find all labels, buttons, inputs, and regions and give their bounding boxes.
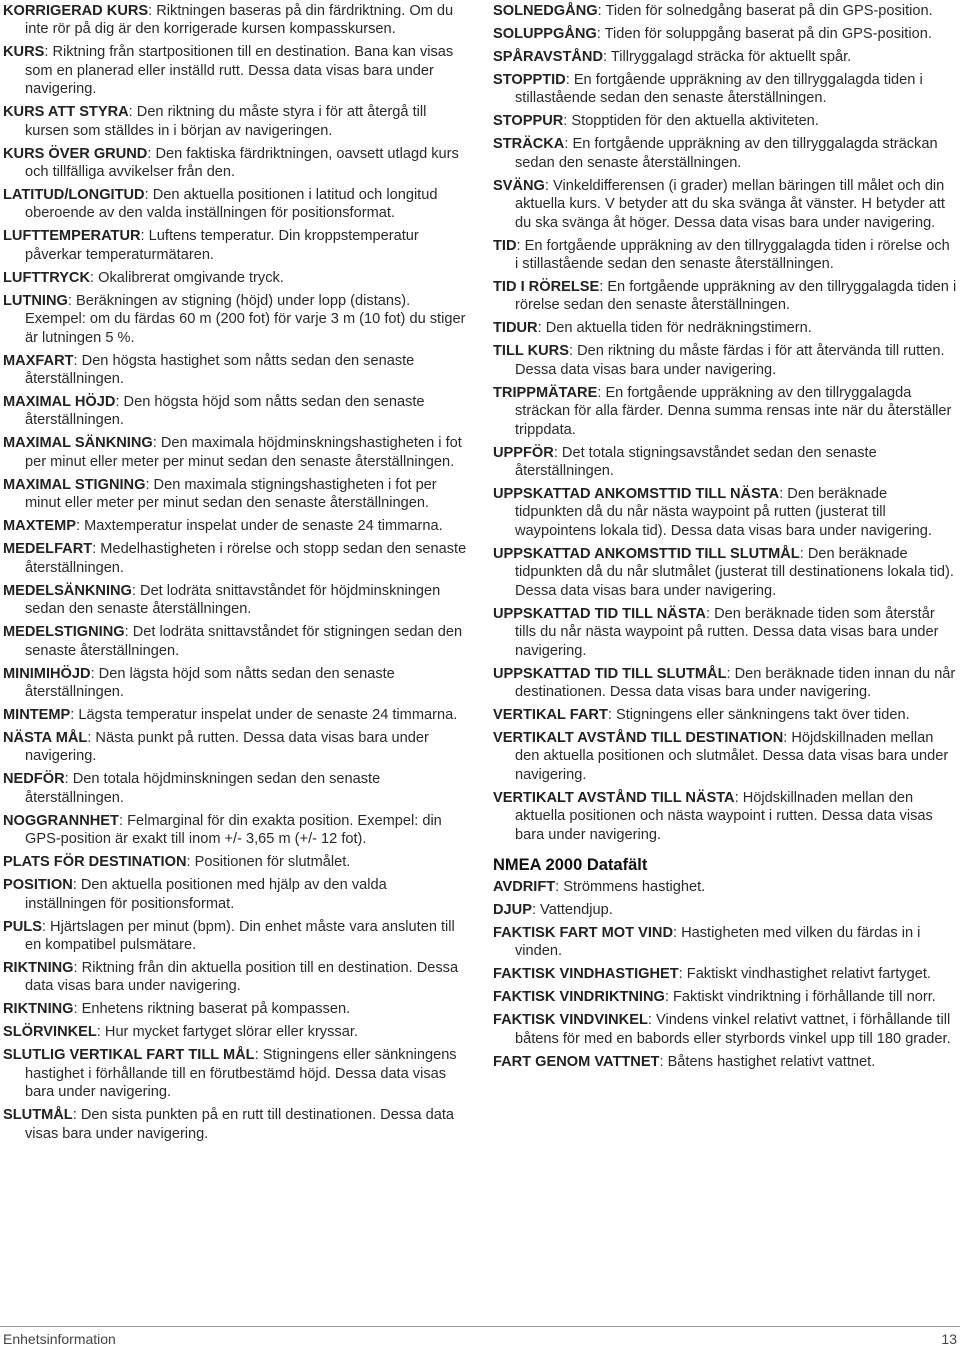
colon-separator: :	[672, 924, 682, 941]
definition-term: TILL KURS	[493, 343, 569, 360]
colon-separator: :	[537, 320, 546, 337]
definition-entry	[493, 177, 957, 232]
definition-term: KURS ÖVER GRUND	[3, 145, 148, 162]
section-heading: NMEA 2000 Datafält	[493, 855, 648, 874]
definition-text: Strömmens hastighet.	[563, 878, 706, 895]
definition-entry	[493, 135, 957, 172]
definition-text: Den riktning du måste färdas i för att återvända till rutten. Dessa data visas bara under navigering.	[515, 343, 945, 378]
footer-divider	[0, 1326, 960, 1327]
definition-term: KURS ATT STYRA	[3, 104, 129, 121]
definition-entry	[493, 988, 957, 1006]
colon-separator: :	[140, 228, 149, 245]
definition-term: KORRIGERAD KURS	[3, 3, 149, 19]
colon-separator: :	[70, 706, 79, 723]
definition-term: STOPPTID	[493, 72, 566, 88]
definition-text: Höjdskillnaden mellan den aktuella positionen och nästa waypoint i rutten. Dessa data visas bara under navigering.	[515, 789, 933, 843]
definition-text: Tillryggalagd sträcka för aktuellt spår.	[610, 49, 852, 65]
definition-term: MEDELSÄNKNING	[3, 582, 132, 599]
definition-text: Felmarginal för din exakta position. Exempel: din GPS-position är exakt till inom +/- 3,65 m (+/- 12 fot).	[25, 812, 442, 848]
definition-entry	[3, 434, 471, 471]
definition-text: Den maximala stigningshastigheten i fot per minut eller meter per minut sedan den senaste återställningen.	[25, 476, 437, 512]
definition-entry	[493, 1053, 957, 1071]
colon-separator: :	[599, 279, 608, 296]
definition-text: Lägsta temperatur inspelat under de senaste 24 timmarna.	[78, 706, 458, 723]
definition-text: Stigningens eller sänkningens hastighet i förhållande till en förutbestämd höjd. Dessa data visas bara under navigering.	[25, 1047, 457, 1101]
definition-text: Det lodräta snittavståndet för höjdminskningen sedan den senaste återställningen.	[25, 582, 441, 618]
definition-entry	[493, 2, 957, 20]
colon-separator: :	[144, 187, 153, 204]
definition-entry	[493, 71, 957, 108]
colon-separator: :	[145, 476, 154, 493]
definition-term: RIKTNING	[3, 959, 74, 976]
colon-separator: :	[597, 3, 606, 19]
definition-text: Den högsta höjd som nåtts sedan den senaste återställningen.	[25, 394, 425, 429]
definition-text: Riktningen baseras på din färdriktning. Om du inte rör på dig är den korrigerade kursen kompasskursen.	[25, 3, 454, 38]
colon-separator: :	[92, 541, 101, 558]
definition-entry	[493, 48, 957, 66]
definition-entry	[493, 444, 957, 481]
colon-separator: :	[565, 72, 574, 88]
definition-text: Den beräknade tiden som återstår tills du når nästa waypoint på rutten. Dessa data visas bara under navigering.	[515, 605, 939, 659]
definition-term: SVÄNG	[493, 177, 545, 194]
colon-separator: :	[553, 444, 562, 461]
definition-term: FAKTISK FART MOT VIND	[493, 924, 673, 941]
definition-text: En fortgående uppräkning av den tillryggalagda tiden i stillastående sedan den senaste återställningen.	[515, 72, 923, 107]
definition-text: Tiden för soluppgång baserat på din GPS-position.	[604, 26, 932, 42]
colon-separator: :	[73, 1001, 82, 1018]
definition-entry	[3, 770, 471, 807]
definition-text: Riktning från din aktuella position till en destination. Dessa data visas bara under navigering.	[25, 959, 459, 995]
definition-text: Det totala stigningsavståndet sedan den senaste återställningen.	[515, 444, 877, 480]
definition-text: Positionen för slutmålet.	[194, 854, 351, 871]
definition-term: PULS	[3, 918, 42, 935]
definition-term: NÄSTA MÅL	[3, 729, 88, 746]
definition-term: FAKTISK VINDHASTIGHET	[493, 966, 679, 983]
definition-term: RIKTNING	[3, 1001, 74, 1018]
colon-separator: :	[659, 1053, 668, 1070]
definition-entry	[3, 227, 471, 264]
colon-separator: :	[726, 665, 735, 682]
definition-text: Stopptiden för den aktuella aktiviteten.	[571, 113, 819, 130]
definition-entry	[493, 278, 957, 315]
definition-entry	[493, 878, 957, 896]
definition-term: MAXIMAL HÖJD	[3, 394, 116, 411]
definition-entry	[493, 485, 957, 540]
definition-term: KURS	[3, 44, 45, 61]
definition-text: Enhetens riktning baserat på kompassen.	[81, 1001, 351, 1018]
definition-text: Den maximala höjdminskningshastigheten i fot per minut eller meter per minut sedan den senaste återställningen.	[25, 435, 462, 470]
colon-separator: :	[597, 384, 606, 401]
definition-term: UPPSKATTAD ANKOMSTTID TILL SLUTMÅL	[493, 545, 800, 562]
definition-entry	[493, 789, 957, 844]
definition-text: Okalibrerat omgivande tryck.	[98, 269, 284, 286]
colon-separator: :	[87, 729, 96, 746]
definition-text: Den högsta hastighet som nåtts sedan den senaste återställningen.	[25, 352, 415, 388]
definition-text: Båtens hastighet relativt vattnet.	[667, 1053, 876, 1070]
definition-text: Nästa punkt på rutten. Dessa data visas bara under navigering.	[25, 729, 429, 765]
definition-text: Vindens vinkel relativt vattnet, i förhållande till båtens för med en babords eller styrbords vinkel upp till 180 grader.	[515, 1012, 951, 1047]
definition-term: UPPSKATTAD ANKOMSTTID TILL NÄSTA	[493, 486, 780, 503]
colon-separator: :	[67, 292, 76, 309]
colon-separator: :	[72, 1107, 81, 1124]
colon-separator: :	[148, 3, 157, 19]
colon-separator: :	[96, 1024, 105, 1041]
colon-separator: :	[516, 237, 525, 254]
colon-separator: :	[152, 435, 161, 452]
definition-term: SLUTMÅL	[3, 1107, 73, 1124]
definition-term: MAXFART	[3, 352, 74, 369]
colon-separator: :	[72, 877, 81, 894]
definition-text: Den lägsta höjd som nåtts sedan den senaste återställningen.	[25, 665, 395, 700]
definition-entry	[3, 959, 471, 996]
definition-term: MAXIMAL STIGNING	[3, 476, 146, 493]
definition-term: NOGGRANNHET	[3, 812, 119, 829]
colon-separator: :	[568, 343, 578, 360]
definition-term: TID I RÖRELSE	[493, 279, 600, 296]
definition-text: Den riktning du måste styra i för att återgå till kursen som ställdes in i början av navigeringen.	[25, 104, 427, 139]
colon-separator: :	[90, 665, 99, 682]
colon-separator: :	[41, 918, 51, 935]
definition-entry	[493, 384, 957, 439]
definition-entry	[3, 665, 471, 702]
colon-separator: :	[705, 605, 715, 622]
definition-entry	[3, 706, 471, 724]
definition-entry	[493, 901, 957, 919]
right-column	[493, 2, 957, 1076]
definition-entry	[493, 545, 957, 600]
definition-text: En fortgående uppräkning av den tillryggalagda tiden i rörelse sedan den senaste återställningen.	[515, 279, 957, 314]
definition-term: UPPSKATTAD TID TILL NÄSTA	[493, 605, 706, 622]
definition-term: VERTIKAL FART	[493, 706, 608, 723]
definition-entry	[3, 1046, 471, 1101]
colon-separator: :	[544, 177, 554, 194]
colon-separator: :	[115, 394, 124, 411]
definition-entry	[3, 918, 471, 955]
colon-separator: :	[44, 44, 53, 61]
definition-term: TID	[493, 237, 517, 254]
definition-entry	[3, 623, 471, 660]
definition-term: FAKTISK VINDRIKTNING	[493, 989, 665, 1006]
colon-separator: :	[118, 812, 128, 829]
definition-text: Den aktuella tiden för nedräkningstimern.	[545, 320, 812, 337]
definition-entry	[3, 186, 471, 223]
definition-text: Den beräknade tiden innan du når destinationen. Dessa data visas bara under navigering.	[515, 665, 956, 700]
definition-term: POSITION	[3, 877, 73, 894]
definition-text: En fortgående uppräkning av den tillryggalagda sträckan för alla färder. Denna summa rensas inte när du återställer trippdata.	[515, 384, 952, 438]
definition-text: En fortgående uppräkning av den tillryggalagda tiden i rörelse och i stillastående sedan den senaste återställningen.	[515, 237, 950, 273]
definition-text: Beräkningen av stigning (höjd) under lopp (distans). Exempel: om du färdas 60 m (200 fot) för varje 3 m (10 fot) du stiger är lutningen 5 %.	[25, 292, 466, 346]
colon-separator: :	[555, 878, 564, 895]
definition-term: MINIMIHÖJD	[3, 665, 91, 682]
colon-separator: :	[607, 706, 616, 723]
definition-text: En fortgående uppräkning av den tillryggalagda sträckan sedan den senaste återställningen.	[515, 136, 938, 171]
definition-entry	[493, 605, 957, 660]
definition-term: MEDELFART	[3, 541, 93, 558]
definition-entry	[3, 540, 471, 577]
colon-separator: :	[254, 1047, 263, 1064]
definition-term: NEDFÖR	[3, 771, 65, 788]
colon-separator: :	[73, 352, 82, 369]
definition-entry	[3, 145, 471, 182]
colon-separator: :	[783, 729, 792, 746]
definition-entry	[493, 729, 957, 784]
definition-term: LUTNING	[3, 292, 68, 309]
definition-text: Medelhastigheten i rörelse och stopp sedan den senaste återställningen.	[25, 541, 467, 576]
definition-text: Riktning från startpositionen till en destination. Bana kan visas som en planerad eller inställd rutt. Dessa data visas bara under navigering.	[25, 44, 454, 98]
definition-term: FAKTISK VINDVINKEL	[493, 1012, 648, 1029]
colon-separator: :	[564, 136, 573, 153]
definition-entry	[493, 924, 957, 961]
definition-entry	[3, 517, 471, 535]
definition-term: UPPSKATTAD TID TILL SLUTMÅL	[493, 665, 727, 682]
definition-entry	[3, 43, 471, 98]
definition-term: AVDRIFT	[493, 878, 556, 895]
definition-term: VERTIKALT AVSTÅND TILL NÄSTA	[493, 789, 735, 806]
definition-entry	[3, 853, 471, 871]
definition-text: Faktiskt vindhastighet relativt fartyget.	[686, 966, 931, 983]
colon-separator: :	[563, 113, 572, 130]
definition-entry	[3, 1106, 471, 1143]
definition-term: SLUTLIG VERTIKAL FART TILL MÅL	[3, 1047, 255, 1064]
definition-text: Maxtemperatur inspelat under de senaste 24 timmarna.	[84, 518, 443, 535]
definition-entry	[3, 393, 471, 430]
definition-entry	[3, 729, 471, 766]
definition-term: MEDELSTIGNING	[3, 624, 125, 641]
left-column	[3, 2, 471, 1148]
definition-text: Stigningens eller sänkningens takt över tiden.	[615, 706, 910, 723]
definition-text: Den aktuella positionen i latitud och longitud oberoende av den valda inställningen för positionsformat.	[25, 187, 438, 222]
definition-entry	[3, 269, 471, 287]
definition-entry	[3, 292, 471, 347]
definition-text: Vattendjup.	[540, 901, 613, 918]
definition-term: DJUP	[493, 901, 532, 918]
definition-term: MAXTEMP	[3, 518, 76, 535]
definition-term: VERTIKALT AVSTÅND TILL DESTINATION	[493, 729, 784, 746]
colon-separator: :	[128, 104, 137, 121]
definition-entry	[3, 812, 471, 849]
colon-separator: :	[603, 49, 611, 65]
footer-section-title: Enhetsinformation	[3, 1331, 116, 1347]
definition-entry	[493, 237, 957, 274]
definition-term: UPPFÖR	[493, 444, 554, 461]
colon-separator: :	[75, 518, 85, 535]
definition-term: SOLUPPGÅNG	[493, 26, 597, 42]
definition-term: SLÖRVINKEL	[3, 1024, 97, 1041]
colon-separator: :	[124, 624, 133, 641]
definition-entry	[3, 1000, 471, 1018]
colon-separator: :	[678, 966, 687, 983]
definition-entry	[3, 876, 471, 913]
definition-entry	[493, 706, 957, 724]
colon-separator: :	[734, 789, 743, 806]
definition-term: STOPPUR	[493, 113, 564, 130]
definition-term: LATITUD/LONGITUD	[3, 187, 145, 204]
colon-separator: :	[531, 901, 541, 918]
definition-entry	[493, 665, 957, 702]
definition-text: Hastigheten med vilken du färdas in i vinden.	[515, 924, 921, 960]
definition-term: MAXIMAL SÄNKNING	[3, 435, 153, 452]
definition-term: LUFTTEMPERATUR	[3, 228, 141, 245]
colon-separator: :	[64, 771, 73, 788]
definition-entry	[3, 103, 471, 140]
definition-term: LUFTTRYCK	[3, 269, 91, 286]
colon-separator: :	[664, 989, 673, 1006]
definition-entry	[3, 2, 471, 39]
definition-entry	[3, 476, 471, 513]
definition-term: SOLNEDGÅNG	[493, 3, 598, 19]
colon-separator: :	[90, 269, 99, 286]
definition-text: Det lodräta snittavståndet för stigningen sedan den senaste återställningen.	[25, 624, 463, 659]
definition-text: Hur mycket fartyget slörar eller kryssar.	[104, 1024, 358, 1041]
definition-text: Den aktuella positionen med hjälp av den valda inställningen för positionsformat.	[25, 877, 387, 912]
colon-separator: :	[73, 959, 82, 976]
definition-entry	[3, 1023, 471, 1041]
definition-entry	[493, 25, 957, 43]
definition-term: TIDUR	[493, 320, 538, 337]
colon-separator: :	[596, 26, 605, 42]
definition-text: Den beräknade tidpunkten då du når slutmålet (justerat till destinationens lokala tid). Dessa data visas bara under navigering.	[515, 545, 954, 599]
definition-term: TRIPPMÄTARE	[493, 384, 598, 401]
colon-separator: :	[779, 486, 788, 503]
colon-separator: :	[147, 145, 156, 162]
definition-text: Hjärtslagen per minut (bpm). Din enhet måste vara ansluten till en kompatibel pulsmätare.	[25, 918, 455, 953]
definition-entry	[3, 352, 471, 389]
definition-entry	[493, 965, 957, 983]
definition-text: Den sista punkten på en rutt till destinationen. Dessa data visas bara under navigering.	[25, 1107, 455, 1142]
colon-separator: :	[647, 1012, 656, 1029]
colon-separator: :	[799, 545, 808, 562]
definition-text: Luftens temperatur. Din kroppstemperatur påverkar temperaturmätaren.	[25, 228, 419, 263]
definition-term: PLATS FÖR DESTINATION	[3, 854, 187, 871]
definition-term: STRÄCKA	[493, 136, 565, 153]
definition-text: Vinkeldifferensen (i grader) mellan bäringen till målet och din aktuella kurs. V betyder att du ska svänga åt vänster. H betyder att du ska svänga åt höger. Dessa data visas bara under navigering.	[515, 177, 945, 231]
page-number: 13	[941, 1331, 957, 1347]
definition-entry	[3, 582, 471, 619]
definition-text: Den beräknade tidpunkten då du når nästa waypoint på rutten (justerat till waypointens lokala tid). Dessa data visas bara under navigering.	[515, 486, 932, 539]
definition-entry	[493, 112, 957, 130]
definition-text: Den totala höjdminskningen sedan den senaste återställningen.	[25, 771, 381, 806]
definition-term: FART GENOM VATTNET	[493, 1053, 660, 1070]
definition-entry	[493, 342, 957, 379]
colon-separator: :	[131, 582, 141, 599]
definition-term: MINTEMP	[3, 706, 71, 723]
definition-text: Den faktiska färdriktningen, oavsett utlagd kurs och tillfälliga avvikelser från den.	[25, 145, 459, 181]
definition-text: Höjdskillnaden mellan den aktuella positionen och slutmålet. Dessa data visas bara under navigering.	[515, 729, 949, 783]
definition-term: SPÅRAVSTÅND	[493, 49, 604, 65]
definition-entry	[493, 1011, 957, 1048]
definition-entry	[493, 319, 957, 337]
definition-text: Faktiskt vindriktning i förhållande till norr.	[673, 989, 936, 1006]
definition-text: Tiden för solnedgång baserat på din GPS-position.	[605, 3, 933, 19]
colon-separator: :	[186, 854, 195, 871]
